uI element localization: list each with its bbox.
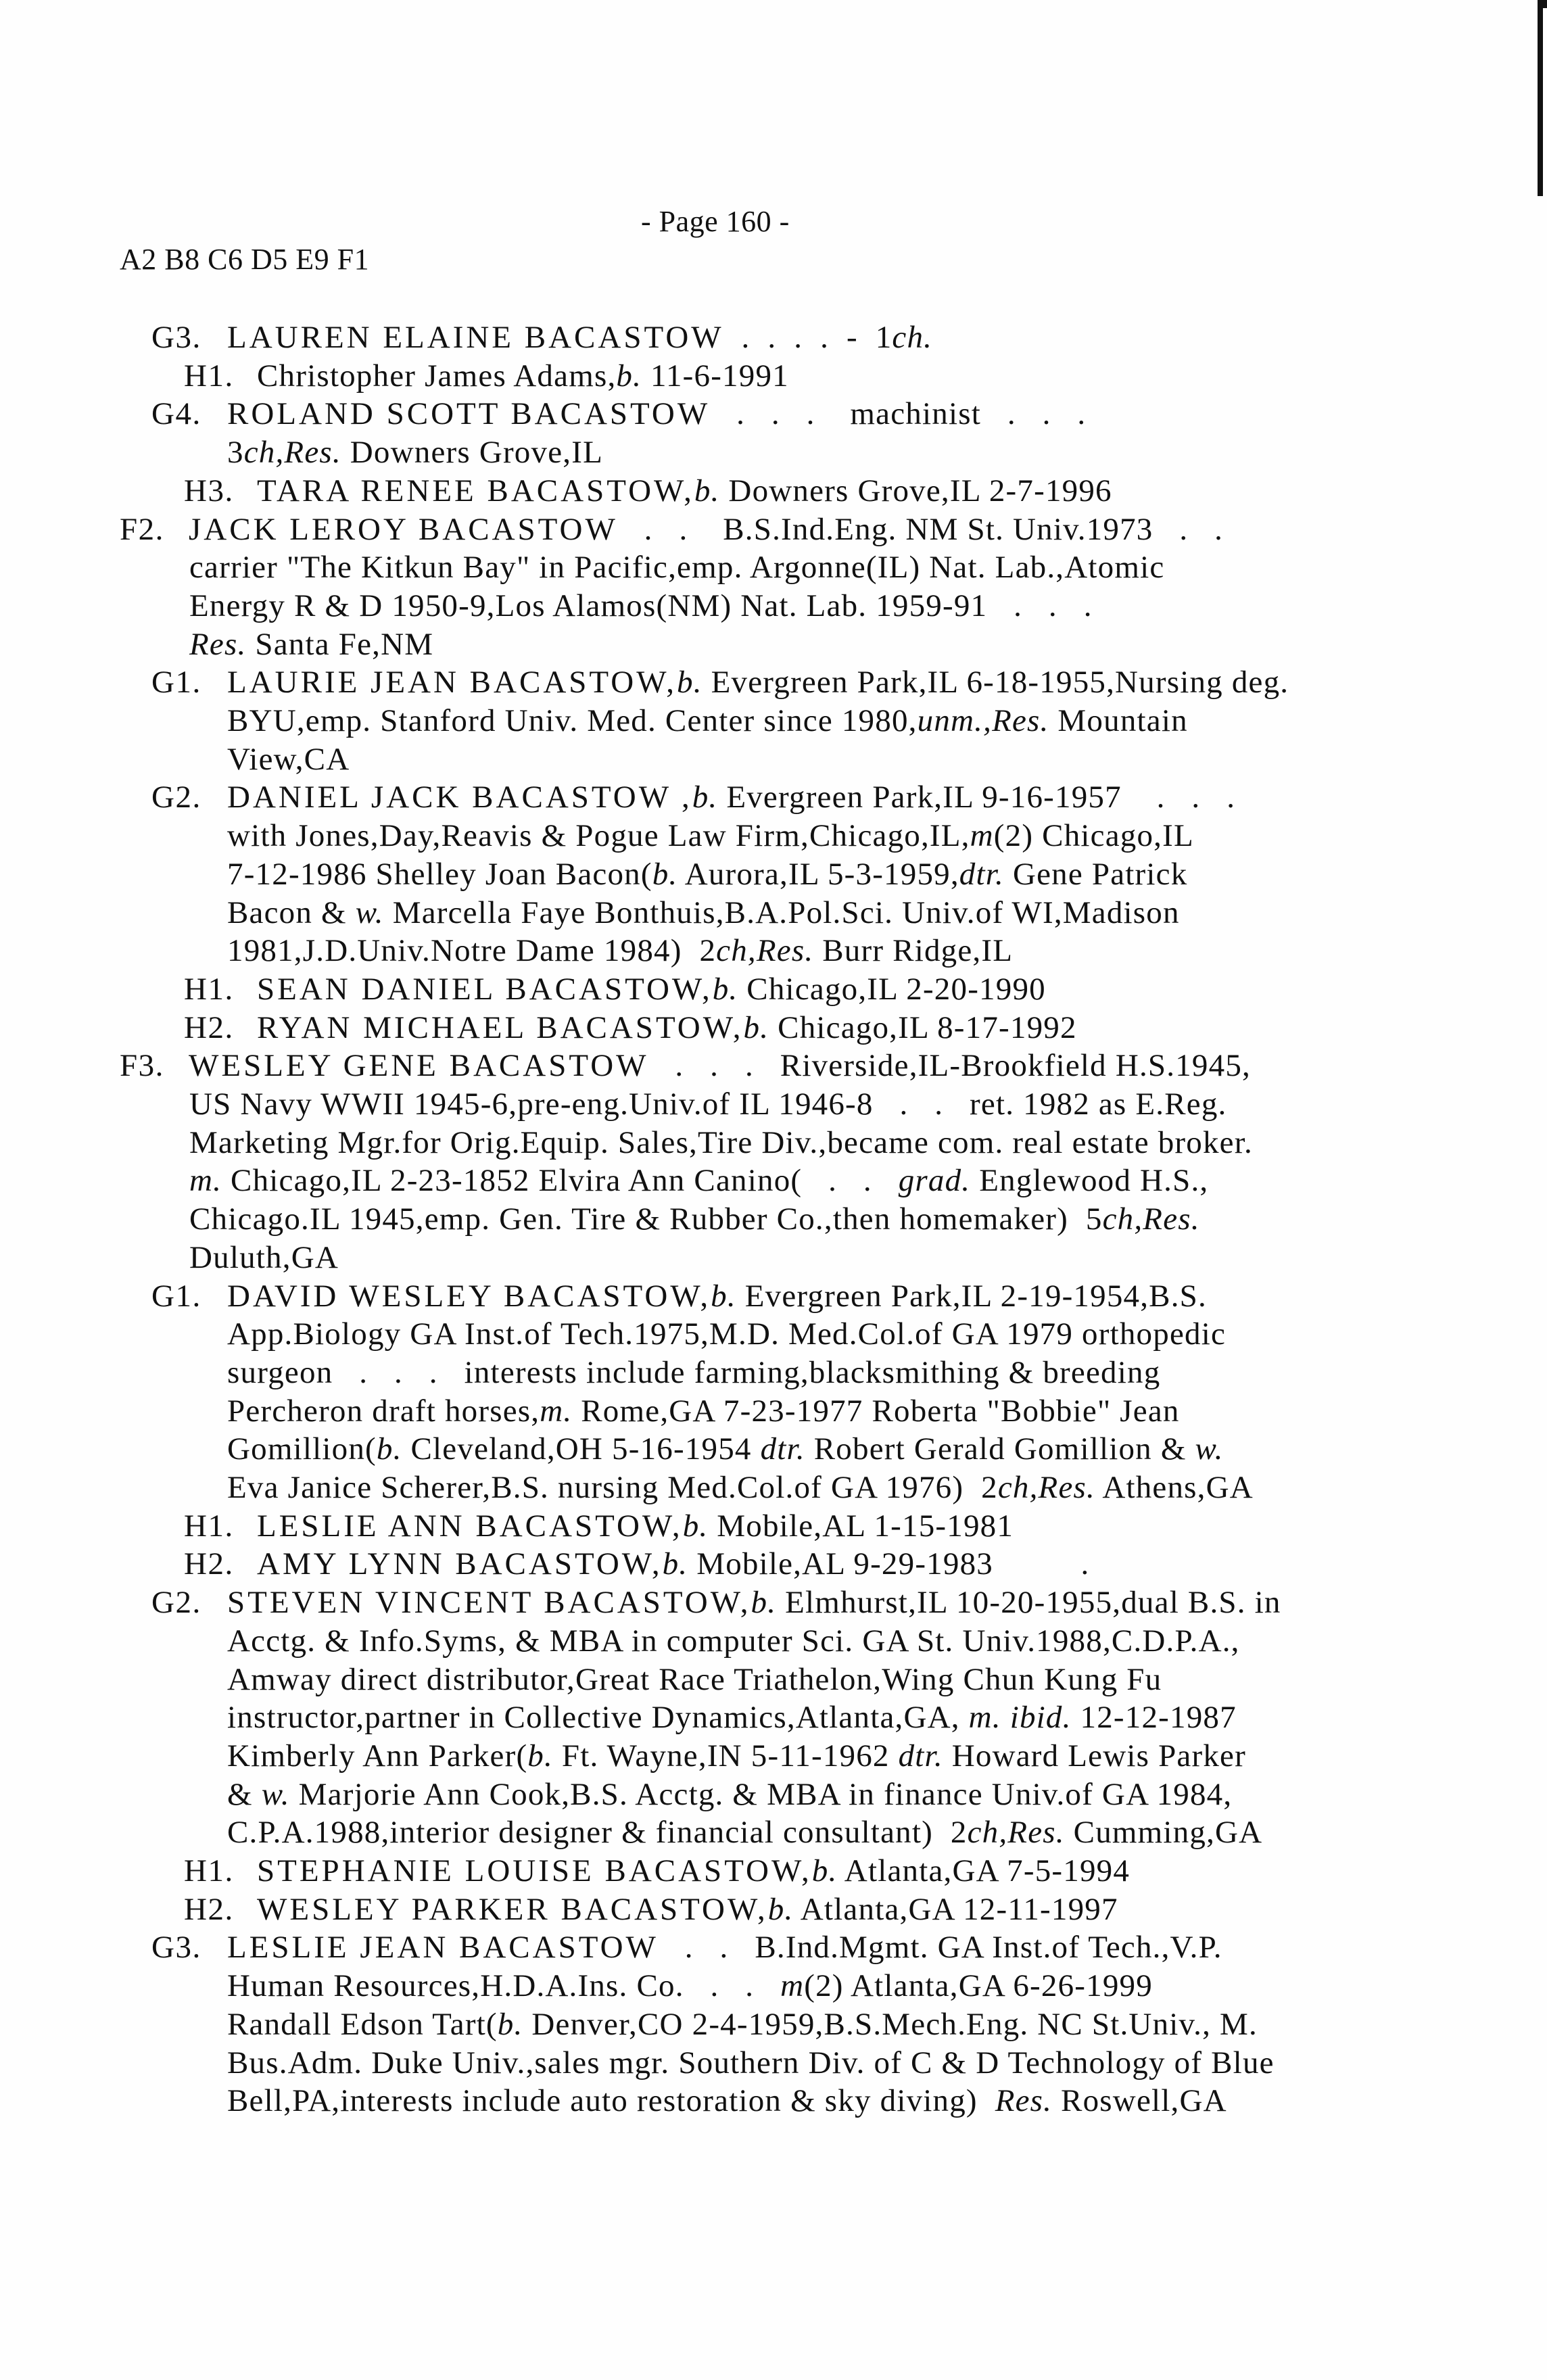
- entry-continuation-line: [189, 1089, 1227, 1120]
- entry-label: G1.: [151, 1278, 201, 1314]
- text-segment: Bus.Adm. Duke Univ.,sales mgr. Southern Div. of C & D Technology of Blue: [227, 2045, 1275, 2080]
- text-segment: Santa Fe,NM: [246, 626, 434, 662]
- abbreviation-italic: b.: [751, 1585, 777, 1621]
- person-name: TARA RENEE BACASTOW,: [257, 473, 694, 508]
- text-segment: Ft. Wayne,IN 5-11-1962: [552, 1738, 899, 1774]
- scan-edge-artifact: [1538, 0, 1543, 196]
- entry-label: G1.: [151, 665, 201, 700]
- person-name: DANIEL JACK BACASTOW ,: [227, 780, 692, 815]
- person-name: LAUREN ELAINE BACASTOW: [227, 320, 724, 355]
- entry-heading-line: [227, 398, 1086, 430]
- entry-label: G2.: [151, 1585, 201, 1621]
- entry-label: H2.: [184, 1009, 234, 1045]
- abbreviation-italic: b.: [527, 1738, 553, 1774]
- abbreviation-italic: dtr.: [760, 1431, 805, 1467]
- text-segment: Human Resources,H.D.A.Ins. Co. . .: [227, 1968, 781, 2004]
- text-segment: Marjorie Ann Cook,B.S. Acctg. & MBA in finance Univ.of GA 1984,: [289, 1776, 1233, 1812]
- text-segment: 1981,J.D.Univ.Notre Dame 1984) 2: [227, 933, 717, 969]
- text-segment: Mobile,AL 9-29-1983 .: [688, 1546, 1090, 1582]
- text-segment: Evergreen Park,IL 6-18-1955,Nursing deg.: [702, 665, 1289, 700]
- text-segment: Randall Edson Tart(: [227, 2006, 498, 2042]
- abbreviation-italic: Res.: [189, 626, 247, 662]
- entry-continuation-line: [227, 897, 1180, 929]
- text-segment: Atlanta,GA 12-11-1997: [793, 1891, 1118, 1927]
- text-segment: Amway direct distributor,Great Race Triathelon,Wing Chun Kung Fu: [227, 1661, 1162, 1697]
- text-segment: Chicago,IL 8-17-1992: [769, 1009, 1077, 1045]
- entry-continuation-line: [189, 590, 1093, 622]
- text-segment: Aurora,IL 5-3-1959,: [677, 856, 959, 892]
- entry-continuation-line: [227, 741, 350, 777]
- text-segment: Chicago.IL 1945,emp. Gen. Tire & Rubber Co.,then homemaker) 5: [189, 1201, 1103, 1237]
- text-segment: Burr Ridge,IL: [813, 933, 1014, 969]
- text-segment: 12-12-1987: [1071, 1700, 1237, 1736]
- entry-heading-line: [227, 1278, 1207, 1314]
- entry-heading-line: [227, 1587, 1281, 1619]
- text-segment: Athens,GA: [1095, 1470, 1254, 1505]
- person-name: JACK LEROY BACASTOW: [189, 511, 618, 547]
- text-segment: App.Biology GA Inst.of Tech.1975,M.D. Med.Col.of GA 1979 orthopedic: [227, 1316, 1227, 1352]
- person-name: DAVID WESLEY BACASTOW,: [227, 1278, 711, 1314]
- entry-heading-line: [227, 667, 1289, 698]
- abbreviation-italic: w.: [1195, 1431, 1224, 1467]
- abbreviation-italic: b.: [743, 1009, 769, 1045]
- abbreviation-italic: w.: [355, 895, 384, 930]
- text-segment: . . B.Ind.Mgmt. GA Inst.of Tech.,V.P.: [658, 1930, 1222, 1966]
- abbreviation-italic: ch,Res.: [716, 933, 814, 969]
- abbreviation-italic: b.: [767, 1891, 794, 1927]
- entry-continuation-line: [189, 1239, 339, 1275]
- text-segment: carrier "The Kitkun Bay" in Pacific,emp. Argonne(IL) Nat. Lab.,Atomic: [189, 550, 1165, 586]
- abbreviation-italic: ch,Res.: [997, 1470, 1095, 1505]
- person-name: LAURIE JEAN BACASTOW,: [227, 665, 677, 700]
- person-name: RYAN MICHAEL BACASTOW,: [257, 1009, 744, 1045]
- entry-heading-line: [257, 1510, 1014, 1542]
- text-segment: Atlanta,GA 7-5-1994: [837, 1853, 1130, 1888]
- abbreviation-italic: m.: [540, 1393, 573, 1429]
- entry-label: H1.: [184, 358, 234, 394]
- person-name: ROLAND SCOTT BACASTOW: [227, 396, 711, 432]
- abbreviation-italic: b.: [712, 971, 738, 1007]
- abbreviation-italic: unm.,Res.: [917, 703, 1049, 738]
- abbreviation-italic: b.: [652, 856, 678, 892]
- entry-continuation-line: [227, 1318, 1226, 1350]
- abbreviation-italic: ch,Res.: [967, 1815, 1065, 1851]
- entry-continuation-line: [189, 626, 434, 662]
- person-name: WESLEY PARKER BACASTOW,: [257, 1891, 768, 1927]
- entry-continuation-line: [227, 437, 603, 469]
- text-segment: BYU,emp. Stanford Univ. Med. Center since 1980,: [227, 703, 918, 738]
- entry-heading-line: [257, 475, 1112, 507]
- entry-continuation-line: [227, 1702, 1237, 1734]
- entry-label: F3.: [120, 1048, 164, 1084]
- entry-heading-line: [227, 782, 1235, 813]
- entry-label: H2.: [184, 1546, 234, 1582]
- entry-heading-line: [257, 1009, 1077, 1045]
- entry-continuation-line: [227, 2047, 1275, 2079]
- text-segment: Energy R & D 1950-9,Los Alamos(NM) Nat. Lab. 1959-91 . . .: [189, 588, 1093, 623]
- entry-label: H1.: [184, 1508, 234, 1544]
- entry-heading-line: [227, 1932, 1222, 1964]
- text-segment: 11-6-1991: [642, 358, 789, 394]
- entry-continuation-line: [227, 1817, 1262, 1849]
- text-segment: Marketing Mgr.for Orig.Equip. Sales,Tire Div.,became com. real estate broker.: [189, 1124, 1253, 1160]
- page-number: - Page 160 -: [641, 205, 790, 238]
- text-segment: Duluth,GA: [189, 1239, 339, 1275]
- entry-label: H2.: [184, 1891, 234, 1927]
- entry-continuation-line: [227, 820, 1194, 852]
- text-segment: Mountain: [1049, 703, 1188, 738]
- entry-label: H1.: [184, 1853, 234, 1888]
- abbreviation-italic: b.: [662, 1546, 688, 1582]
- abbreviation-italic: w.: [261, 1776, 290, 1812]
- abbreviation-italic: ch.: [892, 320, 933, 355]
- text-segment: Cleveland,OH 5-16-1954: [402, 1431, 761, 1467]
- text-segment: with Jones,Day,Reavis & Pogue Law Firm,Chicago,IL,: [227, 818, 970, 854]
- abbreviation-italic: b.: [711, 1278, 736, 1314]
- text-segment: Rome,GA 7-23-1977 Roberta "Bobbie" Jean: [572, 1393, 1180, 1429]
- entry-continuation-line: [189, 1165, 1208, 1197]
- entry-continuation-line: [227, 1354, 1161, 1390]
- entry-continuation-line: [189, 1124, 1253, 1160]
- text-segment: Bell,PA,interests include auto restoration & sky diving): [227, 2083, 995, 2119]
- entry-heading-line: [257, 971, 1046, 1007]
- person-name: STEPHANIE LOUISE BACASTOW,: [257, 1853, 812, 1888]
- person-name: SEAN DANIEL BACASTOW,: [257, 971, 713, 1007]
- text-segment: Downers Grove,IL: [341, 435, 603, 471]
- text-segment: View,CA: [227, 741, 350, 777]
- text-segment: Kimberly Ann Parker(: [227, 1738, 528, 1774]
- text-segment: . . . Riverside,IL-Brookfield H.S.1945,: [648, 1048, 1251, 1084]
- text-segment: Evergreen Park,IL 9-16-1957 . . .: [717, 780, 1236, 815]
- entry-continuation-line: [227, 1740, 1246, 1772]
- abbreviation-italic: b.: [682, 1508, 709, 1544]
- person-name: LESLIE ANN BACASTOW,: [257, 1508, 683, 1544]
- abbreviation-italic: b.: [677, 665, 703, 700]
- entry-heading-line: [257, 1548, 1089, 1580]
- abbreviation-italic: grad.: [898, 1163, 971, 1199]
- person-name: WESLEY GENE BACASTOW: [189, 1048, 649, 1084]
- entry-label: F2.: [120, 511, 164, 547]
- text-segment: Bacon &: [227, 895, 356, 930]
- entry-label: G2.: [151, 780, 201, 815]
- text-segment: Gomillion(: [227, 1431, 377, 1467]
- scan-edge-artifact-top: [1538, 0, 1547, 8]
- text-segment: Elmhurst,IL 10-20-1955,dual B.S. in: [776, 1585, 1281, 1621]
- entry-label: G3.: [151, 1930, 201, 1966]
- abbreviation-italic: m.: [189, 1163, 222, 1199]
- text-segment: Howard Lewis Parker: [943, 1738, 1246, 1774]
- text-segment: Marcella Faye Bonthuis,B.A.Pol.Sci. Univ.of WI,Madison: [383, 895, 1180, 930]
- text-segment: Mobile,AL 1-15-1981: [708, 1508, 1014, 1544]
- text-segment: instructor,partner in Collective Dynamics,Atlanta,GA,: [227, 1700, 969, 1736]
- text-segment: 7-12-1986 Shelley Joan Bacon(: [227, 856, 652, 892]
- entry-continuation-line: [227, 2085, 1227, 2117]
- entry-heading-line: [227, 322, 932, 354]
- text-segment: Robert Gerald Gomillion &: [805, 1431, 1195, 1467]
- text-segment: Denver,CO 2-4-1959,B.S.Mech.Eng. NC St.Univ., M.: [523, 2006, 1258, 2042]
- entry-label: H1.: [184, 971, 234, 1007]
- text-segment: surgeon . . . interests include farming,blacksmithing & breeding: [227, 1354, 1161, 1390]
- text-segment: Cumming,GA: [1064, 1815, 1263, 1851]
- lineage-code: A2 B8 C6 D5 E9 F1: [120, 243, 370, 276]
- text-segment: Chicago,IL 2-20-1990: [738, 971, 1046, 1007]
- entry-continuation-line: [227, 2006, 1258, 2042]
- text-segment: (2) Atlanta,GA 6-26-1999: [804, 1968, 1153, 2004]
- text-segment: . . . machinist . . .: [710, 396, 1087, 432]
- text-segment: Eva Janice Scherer,B.S. nursing Med.Col.of GA 1976) 2: [227, 1470, 998, 1505]
- entry-heading-line: [257, 1891, 1118, 1927]
- text-segment: Downers Grove,IL 2-7-1996: [719, 473, 1112, 508]
- entry-heading-line: [257, 360, 789, 392]
- text-segment: 3: [227, 435, 244, 471]
- entry-continuation-line: [227, 1472, 1254, 1504]
- abbreviation-italic: b.: [616, 358, 642, 394]
- entry-continuation-line: [189, 1201, 1200, 1237]
- text-segment: &: [227, 1776, 262, 1812]
- entry-continuation-line: [189, 552, 1164, 584]
- person-name: LESLIE JEAN BACASTOW: [227, 1930, 659, 1966]
- entry-label: H3.: [184, 473, 234, 508]
- abbreviation-italic: ch,Res.: [243, 435, 341, 471]
- abbreviation-italic: b.: [376, 1431, 402, 1467]
- text-segment: Acctg. & Info.Syms, & MBA in computer Sci. GA St. Univ.1988,C.D.P.A.,: [227, 1623, 1240, 1659]
- text-segment: Englewood H.S.,: [970, 1163, 1209, 1199]
- abbreviation-italic: ch,Res.: [1102, 1201, 1200, 1237]
- text-segment: C.P.A.1988,interior designer & financial consultant) 2: [227, 1815, 968, 1851]
- text-segment: . . B.S.Ind.Eng. NM St. Univ.1973 . .: [617, 511, 1224, 547]
- entry-heading-line: [257, 1855, 1130, 1887]
- entry-heading-line: [189, 1050, 1251, 1082]
- person-name: STEVEN VINCENT BACASTOW,: [227, 1585, 751, 1621]
- abbreviation-italic: dtr.: [959, 856, 1004, 892]
- text-segment: . . . . - 1: [723, 320, 892, 355]
- text-segment: Chicago,IL 2-23-1852 Elvira Ann Canino( . .: [222, 1163, 899, 1199]
- entry-continuation-line: [227, 1433, 1224, 1465]
- person-name: AMY LYNN BACASTOW,: [257, 1546, 663, 1582]
- abbreviation-italic: b.: [811, 1853, 838, 1888]
- entry-label: G3.: [151, 320, 201, 355]
- text-segment: Gene Patrick: [1004, 856, 1188, 892]
- abbreviation-italic: m: [780, 1968, 805, 2004]
- entry-continuation-line: [227, 1393, 1180, 1429]
- text-segment: Christopher James Adams,: [257, 358, 617, 394]
- entry-continuation-line: [227, 1776, 1233, 1812]
- entry-heading-line: [189, 511, 1224, 547]
- entry-continuation-line: [227, 1970, 1153, 2002]
- text-segment: Roswell,GA: [1052, 2083, 1227, 2119]
- text-segment: Percheron draft horses,: [227, 1393, 540, 1429]
- abbreviation-italic: dtr.: [898, 1738, 943, 1774]
- entry-continuation-line: [227, 1625, 1240, 1657]
- entry-label: G4.: [151, 396, 201, 432]
- abbreviation-italic: Res.: [995, 2083, 1053, 2119]
- entry-continuation-line: [227, 1661, 1162, 1697]
- abbreviation-italic: b.: [694, 473, 720, 508]
- entry-continuation-line: [227, 935, 1013, 967]
- abbreviation-italic: b.: [692, 780, 718, 815]
- abbreviation-italic: m. ibid.: [968, 1700, 1072, 1736]
- entry-continuation-line: [227, 856, 1188, 892]
- text-segment: Evergreen Park,IL 2-19-1954,B.S.: [736, 1278, 1207, 1314]
- entry-continuation-line: [227, 705, 1188, 737]
- text-segment: US Navy WWII 1945-6,pre-eng.Univ.of IL 1946-8 . . ret. 1982 as E.Reg.: [189, 1087, 1227, 1122]
- abbreviation-italic: b.: [497, 2006, 523, 2042]
- abbreviation-italic: m: [970, 818, 994, 854]
- text-segment: (2) Chicago,IL: [993, 818, 1194, 854]
